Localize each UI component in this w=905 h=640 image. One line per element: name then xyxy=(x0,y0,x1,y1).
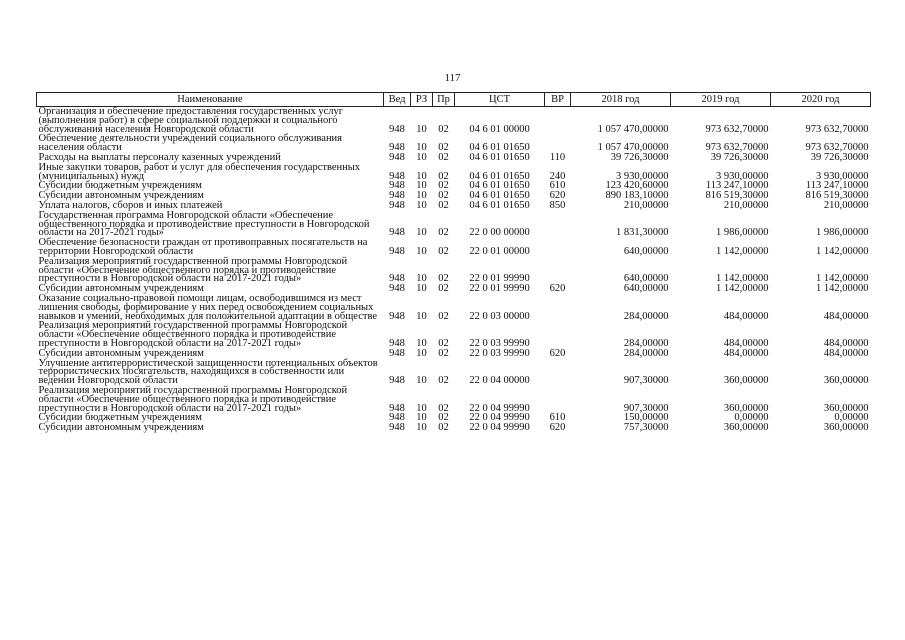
row-rz: 10 xyxy=(416,170,427,182)
row-vr xyxy=(545,257,571,284)
row-cst: 22 0 04 00000 xyxy=(469,375,530,387)
row-name: Субсидии автономным учреждениям xyxy=(38,190,204,202)
row-2018: 150,00000 xyxy=(623,412,669,424)
row-2019: 1 986,00000 xyxy=(716,227,769,239)
row-pr: 02 xyxy=(438,142,449,154)
row-rz: 10 xyxy=(416,402,427,414)
row-cst: 22 0 04 99990 xyxy=(469,422,530,434)
row-2020: 484,00000 xyxy=(823,337,869,349)
row-2020: 113 247,10000 xyxy=(805,180,869,192)
row-rz: 10 xyxy=(416,151,427,163)
row-name: Иные закупки товаров, работ и услуг для обеспечения государственных (муниципальных) нужд xyxy=(38,161,361,182)
row-vr xyxy=(545,359,571,386)
table-row xyxy=(37,107,871,135)
row-cst: 04 6 01 00000 xyxy=(469,123,530,135)
table-row xyxy=(37,321,871,348)
row-2020: 0,00000 xyxy=(834,412,869,424)
row-rz: 10 xyxy=(416,142,427,154)
row-rz: 10 xyxy=(416,310,427,322)
row-rz: 10 xyxy=(416,375,427,387)
row-2019: 816 519,30000 xyxy=(705,190,769,202)
row-2019: 1 142,00000 xyxy=(716,245,769,257)
row-ved: 948 xyxy=(389,422,405,434)
row-vr: 620 xyxy=(549,283,566,295)
row-name: Реализация мероприятий государственной программы Новгородской области «Обеспечение общественного порядка и противодействие преступности в Новгородской области на 2017-2021 годы» xyxy=(38,255,348,285)
row-rz: 10 xyxy=(416,273,427,285)
row-rz: 10 xyxy=(416,283,427,295)
row-2018: 123 420,60000 xyxy=(605,180,669,192)
row-2020: 3 930,00000 xyxy=(816,170,869,182)
row-pr: 02 xyxy=(438,337,449,349)
row-2019: 360,00000 xyxy=(723,422,769,434)
row-pr: 02 xyxy=(438,347,449,359)
row-2018: 284,00000 xyxy=(623,347,669,359)
table-row xyxy=(37,211,871,238)
row-pr: 02 xyxy=(438,245,449,257)
row-2020: 1 142,00000 xyxy=(816,245,869,257)
row-cst: 22 0 03 00000 xyxy=(469,310,530,322)
row-2018: 3 930,00000 xyxy=(616,170,669,182)
row-cst: 04 6 01 01650 xyxy=(469,142,530,154)
row-pr: 02 xyxy=(438,190,449,202)
row-name: Субсидии автономным учреждениям xyxy=(38,283,204,295)
row-name: Уплата налогов, сборов и иных платежей xyxy=(38,199,223,211)
row-2018: 640,00000 xyxy=(623,283,669,295)
row-pr: 02 xyxy=(438,412,449,424)
row-pr: 02 xyxy=(438,273,449,285)
row-rz: 10 xyxy=(416,123,427,135)
row-2019: 360,00000 xyxy=(723,402,769,414)
row-2019: 1 142,00000 xyxy=(716,273,769,285)
row-name: Организация и обеспечение предоставления государственных услуг (выполнения работ) в сфере социальной поддержки и социального обслуживания населения Новгородской области xyxy=(38,106,344,135)
row-2018: 757,30000 xyxy=(623,422,669,434)
row-2019: 484,00000 xyxy=(723,310,769,322)
header-cst: ЦСТ xyxy=(455,93,545,107)
row-2020: 973 632,70000 xyxy=(805,123,869,135)
row-ved: 948 xyxy=(389,170,405,182)
row-2020: 360,00000 xyxy=(823,375,869,387)
row-name: Оказание социально-правовой помощи лицам, освободившимся из мест лишения свободы, формирование у них перед освобождением социальных навыков и умений, необходимых для положительной адаптации в обществе xyxy=(38,292,378,322)
row-2019: 39 726,30000 xyxy=(710,151,769,163)
table-row xyxy=(37,386,871,413)
row-cst: 04 6 01 01650 xyxy=(469,170,530,182)
row-pr: 02 xyxy=(438,170,449,182)
row-ved: 948 xyxy=(389,283,405,295)
row-rz: 10 xyxy=(416,190,427,202)
row-cst: 22 0 04 99990 xyxy=(469,402,530,414)
row-2020: 1 142,00000 xyxy=(816,283,869,295)
row-2019: 0,00000 xyxy=(734,412,769,424)
row-vr: 110 xyxy=(549,151,566,163)
row-rz: 10 xyxy=(416,422,427,434)
row-vr xyxy=(545,238,571,257)
header-ved: Вед xyxy=(384,93,411,107)
page-number: 117 xyxy=(444,72,461,84)
row-pr: 02 xyxy=(438,227,449,239)
row-2020: 484,00000 xyxy=(823,310,869,322)
row-name: Расходы на выплаты персоналу казенных учреждений xyxy=(38,151,281,163)
row-vr: 240 xyxy=(549,170,566,182)
row-rz: 10 xyxy=(416,199,427,211)
row-ved: 948 xyxy=(389,142,405,154)
row-rz: 10 xyxy=(416,337,427,349)
header-pr: Пр xyxy=(433,93,455,107)
row-2018: 890 183,10000 xyxy=(605,190,669,202)
row-name: Улучшение антитеррористической защищенности потенциальных объектов террористических посягательств, находящихся в собственности или ведении Новгородской области xyxy=(38,357,378,387)
row-2019: 360,00000 xyxy=(723,375,769,387)
header-2019: 2019 год xyxy=(671,93,771,107)
row-name: Обеспечение безопасности граждан от противоправных посягательств на территории Новгородской области xyxy=(38,237,368,257)
table-row xyxy=(37,163,871,182)
table-row xyxy=(37,238,871,257)
row-name: Реализация мероприятий государственной программы Новгородской области «Обеспечение общественного порядка и противодействие преступности в Новгородской области на 2017-2021 годы» xyxy=(38,384,348,414)
row-name: Субсидии бюджетным учреждениям xyxy=(38,412,202,424)
row-cst: 04 6 01 01650 xyxy=(469,180,530,192)
row-2019: 484,00000 xyxy=(723,337,769,349)
row-rz: 10 xyxy=(416,227,427,239)
row-vr: 610 xyxy=(549,180,566,192)
row-2020: 360,00000 xyxy=(823,402,869,414)
row-name: Субсидии бюджетным учреждениям xyxy=(38,180,202,192)
row-2018: 284,00000 xyxy=(623,310,669,322)
row-name: Субсидии автономным учреждениям xyxy=(38,422,204,434)
row-vr: 620 xyxy=(549,422,566,434)
row-vr: 850 xyxy=(549,199,566,211)
row-vr: 620 xyxy=(549,347,566,359)
row-pr: 02 xyxy=(438,310,449,322)
row-2018: 640,00000 xyxy=(623,245,669,257)
row-pr: 02 xyxy=(438,375,449,387)
row-vr xyxy=(545,211,571,238)
row-ved: 948 xyxy=(389,227,405,239)
row-pr: 02 xyxy=(438,199,449,211)
row-ved: 948 xyxy=(389,273,405,285)
row-ved: 948 xyxy=(389,375,405,387)
row-2020: 484,00000 xyxy=(823,347,869,359)
row-cst: 04 6 01 01650 xyxy=(469,190,530,202)
row-2019: 1 142,00000 xyxy=(716,283,769,295)
row-2018: 284,00000 xyxy=(623,337,669,349)
table-header-row xyxy=(37,93,871,107)
header-2018: 2018 год xyxy=(571,93,671,107)
row-ved: 948 xyxy=(389,310,405,322)
header-name: Наименование xyxy=(37,93,384,107)
row-vr xyxy=(545,294,571,321)
budget-table xyxy=(36,92,871,433)
row-name: Субсидии автономным учреждениям xyxy=(38,347,204,359)
row-ved: 948 xyxy=(389,151,405,163)
row-2018: 1 057 470,00000 xyxy=(597,123,669,135)
row-cst: 22 0 00 00000 xyxy=(469,227,530,239)
row-vr xyxy=(545,386,571,413)
row-2019: 3 930,00000 xyxy=(716,170,769,182)
row-cst: 22 0 04 99990 xyxy=(469,412,530,424)
row-rz: 10 xyxy=(416,412,427,424)
row-ved: 948 xyxy=(389,412,405,424)
row-2020: 1 986,00000 xyxy=(816,227,869,239)
row-2018: 1 057 470,00000 xyxy=(597,142,669,154)
row-vr xyxy=(545,107,571,135)
header-rz: РЗ xyxy=(411,93,433,107)
row-pr: 02 xyxy=(438,180,449,192)
row-ved: 948 xyxy=(389,245,405,257)
row-ved: 948 xyxy=(389,180,405,192)
row-cst: 22 0 01 99990 xyxy=(469,283,530,295)
row-2018: 210,00000 xyxy=(623,199,669,211)
row-2020: 210,00000 xyxy=(823,199,869,211)
row-cst: 04 6 01 01650 xyxy=(469,151,530,163)
row-cst: 04 6 01 01650 xyxy=(469,199,530,211)
row-pr: 02 xyxy=(438,123,449,135)
row-2020: 360,00000 xyxy=(823,422,869,434)
row-2018: 1 831,30000 xyxy=(616,227,669,239)
row-pr: 02 xyxy=(438,283,449,295)
row-rz: 10 xyxy=(416,347,427,359)
row-2019: 973 632,70000 xyxy=(705,123,769,135)
header-vr: ВР xyxy=(545,93,571,107)
row-vr xyxy=(545,134,571,153)
row-pr: 02 xyxy=(438,151,449,163)
row-rz: 10 xyxy=(416,245,427,257)
row-vr: 610 xyxy=(549,412,566,424)
row-ved: 948 xyxy=(389,199,405,211)
header-2020: 2020 год xyxy=(771,93,871,107)
row-name: Государственная программа Новгородской области «Обеспечение общественного порядка и противодействие преступности в Новгородской области на 2017-2021 годы» xyxy=(38,209,370,239)
row-cst: 22 0 03 99990 xyxy=(469,347,530,359)
row-2019: 484,00000 xyxy=(723,347,769,359)
row-ved: 948 xyxy=(389,123,405,135)
row-cst: 22 0 01 99990 xyxy=(469,273,530,285)
row-2019: 973 632,70000 xyxy=(705,142,769,154)
row-2020: 39 726,30000 xyxy=(810,151,869,163)
row-pr: 02 xyxy=(438,422,449,434)
row-cst: 22 0 01 00000 xyxy=(469,245,530,257)
row-2019: 113 247,10000 xyxy=(705,180,769,192)
row-2018: 640,00000 xyxy=(623,273,669,285)
table-row xyxy=(37,134,871,153)
row-ved: 948 xyxy=(389,190,405,202)
table-row xyxy=(37,359,871,386)
row-2018: 907,30000 xyxy=(623,402,669,414)
row-2020: 1 142,00000 xyxy=(816,273,869,285)
row-2020: 973 632,70000 xyxy=(805,142,869,154)
row-2019: 210,00000 xyxy=(723,199,769,211)
row-name: Реализация мероприятий государственной программы Новгородской области «Обеспечение общественного порядка и противодействие преступности в Новгородской области на 2017-2021 годы» xyxy=(38,320,348,349)
row-vr xyxy=(545,321,571,348)
row-ved: 948 xyxy=(389,337,405,349)
row-2018: 907,30000 xyxy=(623,375,669,387)
row-pr: 02 xyxy=(438,402,449,414)
table-row xyxy=(37,294,871,321)
row-rz: 10 xyxy=(416,180,427,192)
table-row xyxy=(37,423,871,433)
row-name: Обеспечение деятельности учреждений социального обслуживания населения области xyxy=(38,133,343,154)
row-vr: 620 xyxy=(549,190,566,202)
row-ved: 948 xyxy=(389,347,405,359)
row-2018: 39 726,30000 xyxy=(610,151,669,163)
row-2020: 816 519,30000 xyxy=(805,190,869,202)
table-row xyxy=(37,257,871,284)
row-ved: 948 xyxy=(389,402,405,414)
row-cst: 22 0 03 99990 xyxy=(469,337,530,349)
